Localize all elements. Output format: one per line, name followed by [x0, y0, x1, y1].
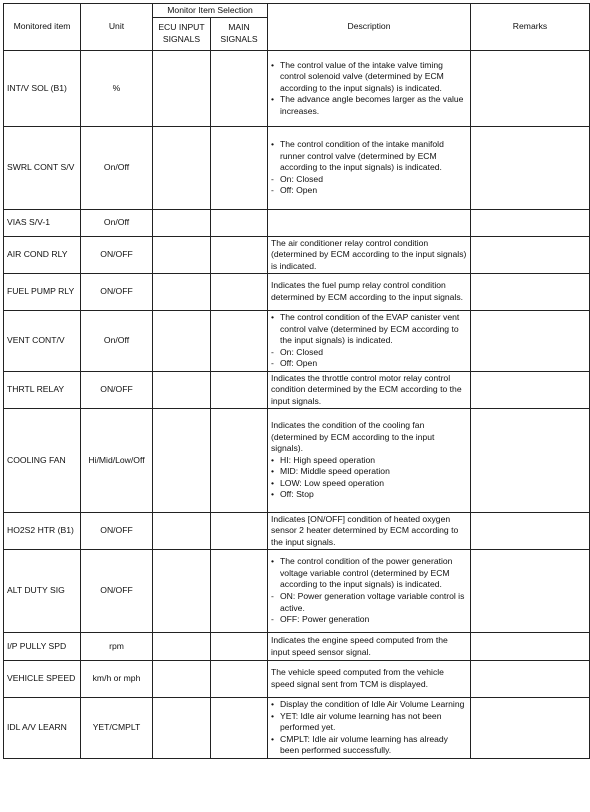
cell-main-signals [211, 372, 268, 409]
cell-main-signals [211, 409, 268, 513]
cell-monitored-item: COOLING FAN [4, 409, 81, 513]
cell-remarks [471, 127, 590, 210]
cell-description [268, 698, 471, 759]
description-bullet: • MID: Middle speed operation [271, 466, 467, 478]
description-dash-item: - On: Closed [271, 174, 467, 186]
cell-monitored-item: HO2S2 HTR (B1) [4, 513, 81, 550]
cell-main-signals [211, 550, 268, 633]
monitored-items-table [3, 3, 590, 759]
cell-main-signals [211, 698, 268, 759]
cell-description [268, 633, 471, 661]
cell-ecu-input-signals [153, 550, 211, 633]
cell-ecu-input-signals [153, 127, 211, 210]
header-unit: Unit [81, 4, 153, 51]
cell-monitored-item: AIR COND RLY [4, 237, 81, 274]
description-text: Indicates the fuel pump relay control condition determined by ECM according to the input signals. [271, 280, 464, 302]
cell-ecu-input-signals [153, 698, 211, 759]
cell-remarks [471, 661, 590, 698]
cell-unit: Hi/Mid/Low/Off [81, 409, 153, 513]
cell-main-signals [211, 127, 268, 210]
cell-monitored-item: FUEL PUMP RLY [4, 274, 81, 311]
description-dash-item: - Off: Open [271, 185, 467, 197]
cell-monitored-item: VENT CONT/V [4, 311, 81, 372]
description-dash-item: - OFF: Power generation [271, 614, 467, 626]
description-dash-item: - On: Closed [271, 347, 467, 359]
table-row [4, 372, 590, 409]
cell-remarks [471, 633, 590, 661]
description-dash-item: - ON: Power generation voltage variable control is active. [271, 591, 467, 614]
cell-description [268, 513, 471, 550]
table-row [4, 513, 590, 550]
description-bullet: • The control condition of the intake manifold runner control valve (determined by ECM according to the input signals) is indicated. [271, 139, 467, 174]
cell-monitored-item: VIAS S/V-1 [4, 210, 81, 237]
table-row [4, 127, 590, 210]
description-bullet: • Off: Stop [271, 489, 467, 501]
description-text: Indicates [ON/OFF] condition of heated oxygen sensor 2 heater determined by ECM according to the input signals. [271, 513, 459, 547]
cell-ecu-input-signals [153, 372, 211, 409]
table-row [4, 237, 590, 274]
cell-description [268, 372, 471, 409]
table-row [4, 210, 590, 237]
cell-main-signals [211, 274, 268, 311]
header-ecu-input-signals: ECU INPUT SIGNALS [153, 18, 211, 51]
cell-main-signals [211, 661, 268, 698]
cell-remarks [471, 311, 590, 372]
cell-main-signals [211, 513, 268, 550]
cell-main-signals [211, 51, 268, 127]
cell-unit: ON/OFF [81, 372, 153, 409]
header-main-signals: MAIN SIGNALS [211, 18, 268, 51]
cell-monitored-item: IDL A/V LEARN [4, 698, 81, 759]
cell-main-signals [211, 311, 268, 372]
table-body [4, 51, 590, 759]
cell-description [268, 409, 471, 513]
cell-monitored-item: THRTL RELAY [4, 372, 81, 409]
table-row [4, 550, 590, 633]
description-bullet: • HI: High speed operation [271, 455, 467, 467]
table-row [4, 633, 590, 661]
cell-description [268, 51, 471, 127]
description-text: Indicates the throttle control motor relay control condition determined by the ECM according to the input signals. [271, 372, 462, 406]
table-row [4, 409, 590, 513]
cell-ecu-input-signals [153, 409, 211, 513]
cell-remarks [471, 698, 590, 759]
cell-unit: YET/CMPLT [81, 698, 153, 759]
cell-monitored-item: I/P PULLY SPD [4, 633, 81, 661]
header-monitor-item-selection: Monitor Item Selection [153, 4, 268, 18]
description-bullet: • The control condition of the EVAP canister vent control valve (determined by ECM according to the input signals) is indicated. [271, 312, 467, 347]
cell-unit: On/Off [81, 311, 153, 372]
cell-ecu-input-signals [153, 311, 211, 372]
header-monitored-item: Monitored item [4, 4, 81, 51]
cell-remarks [471, 274, 590, 311]
description-bullet: • The control value of the intake valve timing control solenoid valve (determined by ECM according to the input signals) is indicated. [271, 60, 467, 95]
cell-remarks [471, 372, 590, 409]
cell-monitored-item: INT/V SOL (B1) [4, 51, 81, 127]
cell-monitored-item: SWRL CONT S/V [4, 127, 81, 210]
description-bullet: • The advance angle becomes larger as the value increases. [271, 94, 467, 117]
table-row [4, 274, 590, 311]
cell-description [268, 311, 471, 372]
description-dash-item: - Off: Open [271, 358, 467, 370]
description-text: Indicates the condition of the cooling fan (determined by ECM according to the input signals). [271, 419, 435, 454]
cell-ecu-input-signals [153, 237, 211, 274]
cell-unit: ON/OFF [81, 274, 153, 311]
cell-ecu-input-signals [153, 661, 211, 698]
table-row [4, 698, 590, 759]
description-text: Indicates the engine speed computed from the input speed sensor signal. [271, 634, 448, 657]
header-description: Description [268, 4, 471, 51]
cell-remarks [471, 409, 590, 513]
table-row [4, 311, 590, 372]
cell-ecu-input-signals [153, 210, 211, 237]
cell-remarks [471, 210, 590, 237]
cell-description [268, 661, 471, 698]
table-row [4, 661, 590, 698]
cell-ecu-input-signals [153, 513, 211, 550]
description-bullet: • The control condition of the power generation voltage variable control (determined by ECM according to the input signals) is indicated. [271, 556, 467, 591]
cell-description [268, 274, 471, 311]
cell-description [268, 550, 471, 633]
cell-unit: km/h or mph [81, 661, 153, 698]
description-bullet: • CMPLT: Idle air volume learning has already been performed successfully. [271, 734, 467, 757]
description-bullet: • LOW: Low speed operation [271, 478, 467, 490]
table-row [4, 51, 590, 127]
cell-description [268, 210, 471, 237]
cell-ecu-input-signals [153, 633, 211, 661]
cell-remarks [471, 51, 590, 127]
cell-monitored-item: VEHICLE SPEED [4, 661, 81, 698]
cell-main-signals [211, 633, 268, 661]
description-text: The vehicle speed computed from the vehicle speed signal sent from TCM is displayed. [271, 667, 444, 689]
cell-description [268, 237, 471, 274]
cell-ecu-input-signals [153, 274, 211, 311]
cell-unit: rpm [81, 633, 153, 661]
cell-unit: ON/OFF [81, 513, 153, 550]
cell-unit: On/Off [81, 210, 153, 237]
cell-remarks [471, 550, 590, 633]
description-text: The air conditioner relay control condition (determined by ECM according to the input signals) is indicated. [271, 237, 467, 271]
cell-description [268, 127, 471, 210]
cell-unit: % [81, 51, 153, 127]
cell-remarks [471, 237, 590, 274]
cell-unit: On/Off [81, 127, 153, 210]
header-remarks: Remarks [471, 4, 590, 51]
cell-unit: ON/OFF [81, 237, 153, 274]
cell-unit: ON/OFF [81, 550, 153, 633]
cell-monitored-item: ALT DUTY SIG [4, 550, 81, 633]
description-bullet: • YET: Idle air volume learning has not been performed yet. [271, 711, 467, 734]
description-bullet: • Display the condition of Idle Air Volume Learning [271, 699, 467, 711]
cell-main-signals [211, 237, 268, 274]
cell-remarks [471, 513, 590, 550]
cell-ecu-input-signals [153, 51, 211, 127]
cell-main-signals [211, 210, 268, 237]
